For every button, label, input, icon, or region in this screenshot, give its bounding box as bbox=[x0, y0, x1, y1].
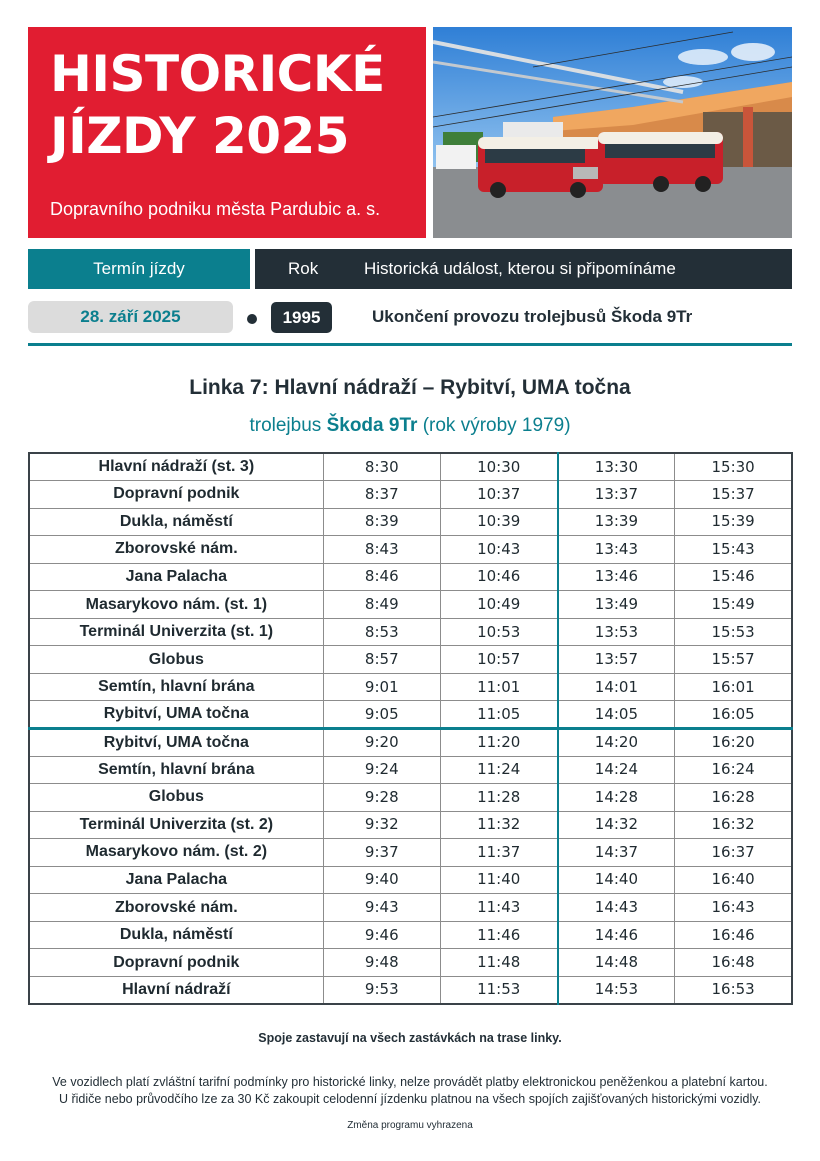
stop-name: Terminál Univerzita (st. 2) bbox=[29, 811, 323, 839]
stop-name: Globus bbox=[29, 646, 323, 674]
departure-time: 13:53 bbox=[558, 618, 675, 646]
date-column-header: Termín jízdy bbox=[28, 249, 250, 289]
stop-name: Jana Palacha bbox=[29, 866, 323, 894]
divider bbox=[28, 343, 792, 346]
departure-time: 15:49 bbox=[675, 591, 792, 619]
stop-name: Globus bbox=[29, 784, 323, 812]
departure-time: 14:40 bbox=[558, 866, 675, 894]
departure-time: 13:30 bbox=[558, 453, 675, 481]
stop-name: Dopravní podnik bbox=[29, 481, 323, 509]
departure-time: 14:37 bbox=[558, 839, 675, 867]
vehicle-prefix: trolejbus bbox=[249, 415, 322, 436]
vehicle-info bbox=[0, 415, 820, 437]
departure-time: 8:57 bbox=[323, 646, 440, 674]
departure-time: 11:43 bbox=[440, 894, 557, 922]
timetable-body bbox=[29, 453, 792, 1004]
departure-time: 10:57 bbox=[440, 646, 557, 674]
departure-time: 14:53 bbox=[558, 976, 675, 1004]
stop-name: Dukla, náměstí bbox=[29, 921, 323, 949]
departure-time: 16:28 bbox=[675, 784, 792, 812]
departure-time: 16:01 bbox=[675, 673, 792, 701]
stop-name: Zborovské nám. bbox=[29, 536, 323, 564]
stop-name: Dukla, náměstí bbox=[29, 508, 323, 536]
departure-time: 9:40 bbox=[323, 866, 440, 894]
departure-time: 8:37 bbox=[323, 481, 440, 509]
table-row bbox=[29, 894, 792, 922]
bullet-dot-icon bbox=[247, 314, 257, 324]
fare-info-line-2: U řidiče nebo průvodčího lze za 30 Kč zakoupit celodenní jízdenku platnou na všech spojích zajišťovaných historickými vozidly. bbox=[58, 1092, 762, 1106]
historical-event: Ukončení provozu trolejbusů Škoda 9Tr bbox=[372, 307, 693, 326]
fare-info-line-1: Ve vozidlech platí zvláštní tarifní podmínky pro historické linky, nelze provádět platby elektronickou peněženkou a platební kartou. bbox=[52, 1075, 768, 1089]
departure-time: 15:37 bbox=[675, 481, 792, 509]
departure-time: 9:05 bbox=[323, 701, 440, 729]
departure-time: 9:46 bbox=[323, 921, 440, 949]
trolleybus-photo-illustration bbox=[433, 27, 792, 238]
table-row bbox=[29, 866, 792, 894]
departure-time: 15:30 bbox=[675, 453, 792, 481]
departure-time: 10:30 bbox=[440, 453, 557, 481]
ride-date: 28. září 2025 bbox=[28, 301, 233, 333]
departure-time: 15:53 bbox=[675, 618, 792, 646]
line-title: Linka 7: Hlavní nádraží – Rybitví, UMA točna bbox=[189, 376, 631, 399]
departure-time: 14:24 bbox=[558, 756, 675, 784]
departure-time: 16:24 bbox=[675, 756, 792, 784]
hero-subtitle: Dopravního podniku města Pardubic a. s. bbox=[50, 199, 381, 219]
departure-time: 10:53 bbox=[440, 618, 557, 646]
departure-time: 9:01 bbox=[323, 673, 440, 701]
year-column-header: Rok bbox=[288, 259, 319, 278]
departure-time: 14:05 bbox=[558, 701, 675, 729]
stop-name: Semtín, hlavní brána bbox=[29, 673, 323, 701]
departure-time: 16:32 bbox=[675, 811, 792, 839]
departure-time: 13:43 bbox=[558, 536, 675, 564]
timetable bbox=[28, 452, 793, 1005]
departure-time: 16:05 bbox=[675, 701, 792, 729]
table-row bbox=[29, 811, 792, 839]
departure-time: 8:49 bbox=[323, 591, 440, 619]
table-row bbox=[29, 646, 792, 674]
stop-name: Jana Palacha bbox=[29, 563, 323, 591]
departure-time: 11:46 bbox=[440, 921, 557, 949]
table-row bbox=[29, 481, 792, 509]
stop-name: Zborovské nám. bbox=[29, 894, 323, 922]
departure-time: 14:20 bbox=[558, 728, 675, 756]
departure-time: 10:43 bbox=[440, 536, 557, 564]
departure-time: 14:01 bbox=[558, 673, 675, 701]
table-row bbox=[29, 563, 792, 591]
departure-time: 9:32 bbox=[323, 811, 440, 839]
departure-time: 16:40 bbox=[675, 866, 792, 894]
hero-title-line-1: HISTORICKÉ bbox=[50, 45, 385, 103]
table-row bbox=[29, 701, 792, 729]
departure-time: 10:49 bbox=[440, 591, 557, 619]
table-row bbox=[29, 673, 792, 701]
trolleybus-photo bbox=[433, 27, 792, 238]
table-row bbox=[29, 453, 792, 481]
table-row bbox=[29, 839, 792, 867]
departure-time: 11:37 bbox=[440, 839, 557, 867]
stop-name: Masarykovo nám. (st. 2) bbox=[29, 839, 323, 867]
departure-time: 11:01 bbox=[440, 673, 557, 701]
departure-time: 9:43 bbox=[323, 894, 440, 922]
departure-time: 14:28 bbox=[558, 784, 675, 812]
fare-info bbox=[0, 1074, 820, 1108]
stop-name: Dopravní podnik bbox=[29, 949, 323, 977]
departure-time: 8:30 bbox=[323, 453, 440, 481]
departure-time: 11:32 bbox=[440, 811, 557, 839]
background-bus bbox=[436, 145, 476, 169]
departure-time: 8:53 bbox=[323, 618, 440, 646]
departure-time: 8:39 bbox=[323, 508, 440, 536]
departure-time: 13:39 bbox=[558, 508, 675, 536]
departure-time: 15:57 bbox=[675, 646, 792, 674]
departure-time: 11:40 bbox=[440, 866, 557, 894]
hero-title bbox=[50, 43, 385, 167]
year-badge: 1995 bbox=[271, 302, 332, 333]
depot-pillar bbox=[743, 107, 753, 167]
table-row bbox=[29, 949, 792, 977]
table-row bbox=[29, 728, 792, 756]
table-row bbox=[29, 784, 792, 812]
departure-time: 8:43 bbox=[323, 536, 440, 564]
stop-name: Rybitví, UMA točna bbox=[29, 728, 323, 756]
departure-time: 13:57 bbox=[558, 646, 675, 674]
departure-time: 11:05 bbox=[440, 701, 557, 729]
departure-time: 11:28 bbox=[440, 784, 557, 812]
departure-time: 10:39 bbox=[440, 508, 557, 536]
departure-time: 16:43 bbox=[675, 894, 792, 922]
departure-time: 14:32 bbox=[558, 811, 675, 839]
departure-time: 16:53 bbox=[675, 976, 792, 1004]
stop-name: Masarykovo nám. (st. 1) bbox=[29, 591, 323, 619]
departure-time: 9:53 bbox=[323, 976, 440, 1004]
departure-time: 11:53 bbox=[440, 976, 557, 1004]
stop-name: Terminál Univerzita (st. 1) bbox=[29, 618, 323, 646]
departure-time: 13:37 bbox=[558, 481, 675, 509]
departure-time: 11:24 bbox=[440, 756, 557, 784]
departure-time: 14:46 bbox=[558, 921, 675, 949]
departure-time: 16:46 bbox=[675, 921, 792, 949]
table-row bbox=[29, 591, 792, 619]
table-row bbox=[29, 976, 792, 1004]
departure-time: 9:28 bbox=[323, 784, 440, 812]
stop-name: Hlavní nádraží (st. 3) bbox=[29, 453, 323, 481]
table-row bbox=[29, 508, 792, 536]
disclaimer: Změna programu vyhrazena bbox=[347, 1120, 473, 1131]
departure-time: 13:46 bbox=[558, 563, 675, 591]
departure-time: 15:46 bbox=[675, 563, 792, 591]
stops-note: Spoje zastavují na všech zastávkách na trase linky. bbox=[258, 1031, 562, 1045]
departure-time: 10:46 bbox=[440, 563, 557, 591]
hero-banner bbox=[28, 27, 426, 238]
cloud bbox=[731, 43, 775, 61]
departure-time: 13:49 bbox=[558, 591, 675, 619]
trolleybus-front bbox=[478, 137, 603, 198]
vehicle-year: (rok výroby 1979) bbox=[422, 415, 571, 436]
departure-time: 8:46 bbox=[323, 563, 440, 591]
departure-time: 16:20 bbox=[675, 728, 792, 756]
stop-name: Semtín, hlavní brána bbox=[29, 756, 323, 784]
trolleybus-rear bbox=[598, 132, 723, 192]
table-row bbox=[29, 921, 792, 949]
hero-title-line-2: JÍZDY 2025 bbox=[50, 107, 350, 165]
departure-time: 14:48 bbox=[558, 949, 675, 977]
departure-time: 16:48 bbox=[675, 949, 792, 977]
vehicle-model: Škoda 9Tr bbox=[326, 415, 418, 436]
departure-time: 15:39 bbox=[675, 508, 792, 536]
stop-name: Hlavní nádraží bbox=[29, 976, 323, 1004]
event-column-header bbox=[255, 249, 792, 289]
departure-time: 11:20 bbox=[440, 728, 557, 756]
departure-time: 11:48 bbox=[440, 949, 557, 977]
departure-time: 9:48 bbox=[323, 949, 440, 977]
departure-time: 9:24 bbox=[323, 756, 440, 784]
table-row bbox=[29, 618, 792, 646]
departure-time: 14:43 bbox=[558, 894, 675, 922]
cloud bbox=[678, 49, 728, 65]
table-row bbox=[29, 536, 792, 564]
departure-time: 15:43 bbox=[675, 536, 792, 564]
departure-time: 9:20 bbox=[323, 728, 440, 756]
event-column-label: Historická událost, kterou si připomínáme bbox=[364, 259, 676, 278]
departure-time: 9:37 bbox=[323, 839, 440, 867]
departure-time: 16:37 bbox=[675, 839, 792, 867]
table-row bbox=[29, 756, 792, 784]
stop-name: Rybitví, UMA točna bbox=[29, 701, 323, 729]
departure-time: 10:37 bbox=[440, 481, 557, 509]
